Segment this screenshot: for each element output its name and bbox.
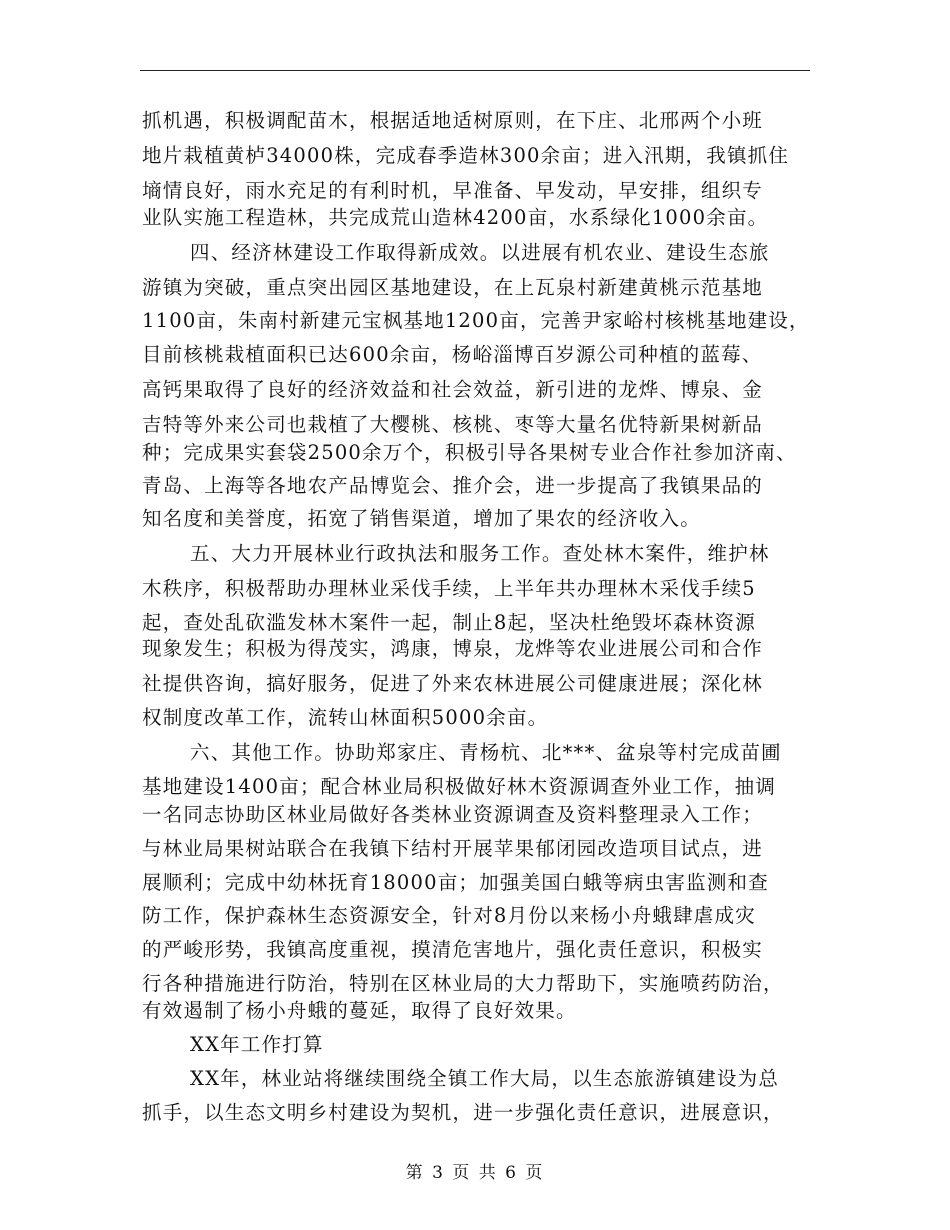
text-line: 抓机遇，积极调配苗木，根据适地适树原则，在下庄、北邢两个小班 xyxy=(142,109,764,132)
text-line: 防工作，保护森林生态资源安全，针对8月份以来杨小舟蛾肆虐成灾 xyxy=(142,904,756,927)
page-number-footer: 第 3 页 共 6 页 xyxy=(405,1163,545,1183)
text-line: 业队实施工程造林，共完成荒山造林4200亩，水系绿化1000余亩。 xyxy=(142,206,769,229)
text-line: 与林业局果树站联合在我镇下结村开展苹果郁闭园改造项目试点，进 xyxy=(142,837,764,860)
text-line: 一名同志协助区林业局做好各类林业资源调查及资料整理录入工作； xyxy=(142,803,764,826)
text-line: 游镇为突破，重点突出园区基地建设，在上瓦泉村新建黄桃示范基地 xyxy=(142,276,764,299)
text-line: 地片栽植黄栌34000株，完成春季造林300余亩；进入汛期，我镇抓住 xyxy=(142,144,790,167)
text-line: 起，查处乱砍滥发林木案件一起，制止8起，坚决杜绝毁坏森林资源 xyxy=(142,611,756,634)
header-rule xyxy=(140,70,810,71)
text-line: 木秩序，积极帮助办理林业采伐手续，上半年共办理林木采伐手续5 xyxy=(142,577,756,600)
text-line: 墒情良好，雨水充足的有利时机，早准备、早发动，早安排，组织专 xyxy=(142,179,764,202)
text-line: 社提供咨询，搞好服务，促进了外来农林进展公司健康进展；深化林 xyxy=(142,672,764,695)
text-line: 高钙果取得了良好的经济效益和社会效益，新引进的龙烨、博泉、金 xyxy=(142,378,764,401)
paragraph-first-line: 四、经济林建设工作取得新成效。以进展有机农业、建设生态旅 xyxy=(190,241,770,264)
text-line: 权制度改革工作，流转山林面积5000余亩。 xyxy=(142,706,549,729)
paragraph-first-line: 六、其他工作。协助郑家庄、青杨杭、北***、盆泉等村完成苗圃 xyxy=(190,741,782,764)
text-line: 种；完成果实套袋2500余万个，积极引导各果树专业合作社参加济南、 xyxy=(142,441,797,464)
text-line: 行各种措施进行防治，特别在区林业局的大力帮助下，实施喷药防治， xyxy=(142,972,784,995)
text-line: 抓手，以生态文明乡村建设为契机，进一步强化责任意识，进展意识， xyxy=(142,1101,784,1124)
text-line: 吉特等外来公司也栽植了大樱桃、核桃、枣等大量名优特新果树新品 xyxy=(142,413,764,436)
paragraph-first-line: XX年，林业站将继续围绕全镇工作大局，以生态旅游镇建设为总 xyxy=(190,1067,780,1090)
text-line: 知名度和美誉度，拓宽了销售渠道，增加了果农的经济收入。 xyxy=(142,507,701,530)
section-heading: XX年工作打算 xyxy=(190,1033,324,1056)
text-line: 展顺利；完成中幼林抚育18000亩；加强美国白蛾等病虫害监测和查 xyxy=(142,871,769,894)
text-line: 有效遏制了杨小舟蛾的蔓延，取得了良好效果。 xyxy=(142,999,577,1022)
paragraph-first-line: 五、大力开展林业行政执法和服务工作。查处林木案件，维护林 xyxy=(190,542,770,565)
text-line: 1100亩，朱南村新建元宝枫基地1200亩，完善尹家峪村核桃基地建设， xyxy=(142,309,810,332)
text-line: 现象发生；积极为得茂实，鸿康，博泉，龙烨等农业进展公司和合作 xyxy=(142,637,764,660)
text-line: 的严峻形势，我镇高度重视，摸清危害地片，强化责任意识，积极实 xyxy=(142,938,764,961)
text-line: 基地建设1400亩；配合林业局积极做好林木资源调查外业工作，抽调 xyxy=(142,775,777,798)
text-line: 青岛、上海等各地农产品博览会、推介会，进一步提高了我镇果品的 xyxy=(142,474,764,497)
text-line: 目前核桃栽植面积已达600余亩，杨峪淄博百岁源公司种植的蓝莓、 xyxy=(142,343,763,366)
